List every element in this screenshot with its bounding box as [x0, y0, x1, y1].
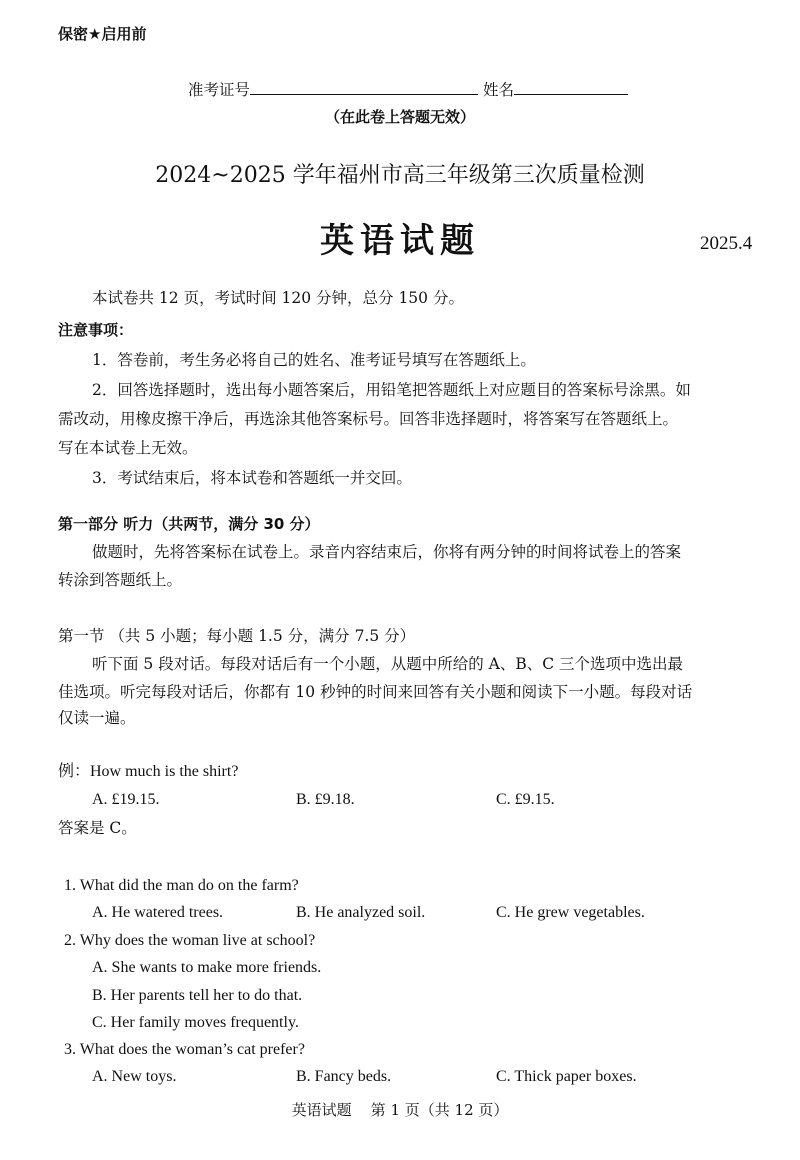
exam-id-label: 准考证号: [188, 81, 251, 99]
name-label: 姓名: [482, 81, 514, 99]
note-item: 3．考试结束后，将本试卷和答题纸一并交回。: [92, 469, 412, 487]
subject-title: 英语试题: [320, 221, 480, 261]
note-item: 2．回答选择题时，选出每小题答案后，用铅笔把答题纸上对应题目的答案标号涂黑。如: [92, 381, 691, 399]
section1-heading: 第一节 （共 5 小题；每小题 1.5 分，满分 7.5 分）: [58, 627, 416, 645]
q1-option-b: B. He analyzed soil.: [296, 904, 426, 921]
q3-option-c: C. Thick paper boxes.: [496, 1068, 637, 1085]
section1-instruction: 仅读一遍。: [58, 709, 136, 727]
part1-instruction: 做题时，先将答案标在试卷上。录音内容结束后，你将有两分钟的时间将试卷上的答案: [92, 543, 682, 561]
exam-title: 2024~2025 学年福州市高三年级第三次质量检测: [155, 163, 645, 188]
candidate-fields: [188, 80, 628, 100]
example-answer: 答案是 C。: [58, 819, 137, 837]
note-item: 写在本试卷上无效。: [58, 439, 198, 457]
exam-date: 2025.4: [700, 233, 753, 254]
name-blank: [514, 80, 628, 95]
q2-option-a: A. She wants to make more friends.: [92, 959, 322, 976]
q1-option-c: C. He grew vegetables.: [496, 904, 645, 921]
example-option-b: B. £9.18.: [296, 791, 355, 808]
exam-id-blank: [250, 80, 478, 95]
notes-heading: 注意事项：: [58, 321, 134, 339]
question-1: 1. What did the man do on the farm?: [64, 877, 299, 894]
part1-instruction: 转涂到答题纸上。: [58, 571, 183, 589]
q1-option-a: A. He watered trees.: [92, 904, 224, 921]
q2-option-b: B. Her parents tell her to do that.: [92, 987, 303, 1004]
example-option-a: A. £19.15.: [92, 791, 160, 808]
intro-text: 本试卷共 12 页，考试时间 120 分钟，总分 150 分。: [92, 289, 464, 307]
note-item: 1．答卷前，考生务必将自己的姓名、准考证号填写在答题纸上。: [92, 351, 536, 369]
example-question: 例：How much is the shirt?: [58, 763, 239, 780]
example-option-c: C. £9.15.: [496, 791, 555, 808]
question-3: 3. What does the woman’s cat prefer?: [64, 1041, 305, 1058]
page-footer: 英语试题 第 1 页（共 12 页）: [291, 1101, 509, 1119]
q3-option-a: A. New toys.: [92, 1068, 177, 1085]
section1-instruction: 听下面 5 段对话。每段对话后有一个小题，从题中所给的 A、B、C 三个选项中选出最: [92, 655, 684, 673]
note-item: 需改动，用橡皮擦干净后，再选涂其他答案标号。回答非选择题时，将答案写在答题纸上。: [58, 410, 679, 428]
confidential-label: 保密★启用前: [58, 25, 147, 43]
q3-option-b: B. Fancy beds.: [296, 1068, 392, 1085]
invalid-note: （在此卷上答题无效）: [324, 108, 475, 126]
q2-option-c: C. Her family moves frequently.: [92, 1014, 299, 1031]
question-2: 2. Why does the woman live at school?: [64, 932, 316, 949]
section1-instruction: 佳选项。听完每段对话后，你都有 10 秒钟的时间来回答有关小题和阅读下一小题。每段对话: [58, 683, 693, 701]
part1-heading: 第一部分 听力（共两节，满分 30 分）: [58, 515, 320, 533]
